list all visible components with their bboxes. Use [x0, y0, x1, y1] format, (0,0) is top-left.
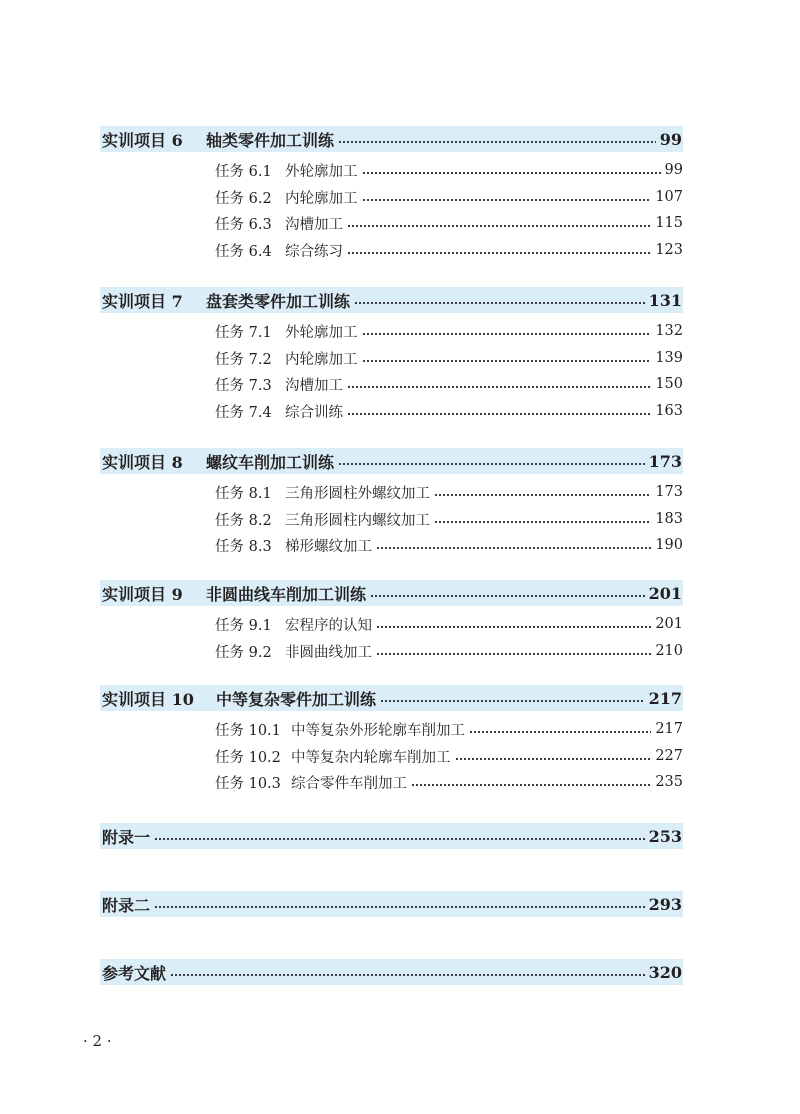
- toc-task-entry-page-number: 150: [655, 376, 683, 392]
- toc-task-entry-title: 外轮廓加工: [285, 163, 358, 180]
- toc-task-entry[interactable]: [215, 718, 683, 740]
- dot-leader: [338, 140, 656, 144]
- dot-leader: [170, 973, 645, 977]
- toc-task-entry-label: 任务 8.3: [215, 538, 272, 555]
- toc-section-entry-title: 轴类零件加工训练: [206, 130, 335, 150]
- toc-section-entry-label: 实训项目 6: [102, 130, 183, 150]
- toc-task-entry-label: 任务 7.2: [215, 351, 272, 368]
- toc-task-entry[interactable]: [215, 534, 683, 556]
- toc-section-entry-title: 非圆曲线车削加工训练: [206, 584, 367, 604]
- dot-leader: [347, 385, 651, 389]
- toc-section-entry-page-number: 320: [648, 962, 682, 982]
- dot-leader: [347, 251, 651, 255]
- dot-leader: [376, 625, 651, 629]
- dot-leader: [455, 757, 652, 761]
- dot-leader: [154, 837, 645, 841]
- toc-task-entry-page-number: 99: [664, 162, 683, 178]
- toc-section-entry-page-number: 293: [648, 894, 682, 914]
- toc-task-entry-label: 任务 10.2: [215, 749, 281, 766]
- toc-task-entry-page-number: 217: [655, 721, 683, 737]
- toc-section-entry-title: 附录一: [102, 827, 151, 847]
- page-number: · 2 ·: [83, 1032, 112, 1050]
- dot-leader: [434, 520, 651, 524]
- toc-section-entry-label: 实训项目 9: [102, 584, 183, 604]
- toc-task-entry-page-number: 163: [655, 403, 683, 419]
- toc-task-entry-title: 梯形螺纹加工: [285, 538, 372, 555]
- toc-task-entry-page-number: 235: [655, 774, 683, 790]
- toc-task-entry-label: 任务 8.2: [215, 512, 272, 529]
- toc-task-entry[interactable]: [215, 239, 683, 261]
- toc-task-entry-title: 综合零件车削加工: [291, 775, 407, 792]
- toc-task-entry-label: 任务 6.3: [215, 216, 272, 233]
- toc-task-entry-title: 综合训练: [285, 404, 343, 421]
- toc-task-entry-title: 中等复杂内轮廓车削加工: [291, 749, 451, 766]
- toc-section-entry-title: 盘套类零件加工训练: [206, 291, 351, 311]
- toc-section-entry-page-number: 173: [648, 451, 682, 471]
- toc-task-entry-title: 沟槽加工: [285, 377, 343, 394]
- toc-section-entry[interactable]: [100, 448, 683, 474]
- dot-leader: [376, 652, 651, 656]
- toc-task-entry-page-number: 190: [655, 537, 683, 553]
- toc-section-entry[interactable]: [100, 685, 683, 711]
- toc-section-entry-title: 参考文献: [102, 963, 167, 983]
- toc-section-entry-page-number: 217: [648, 688, 682, 708]
- toc-task-entry-page-number: 139: [655, 350, 683, 366]
- toc-task-entry-label: 任务 6.1: [215, 163, 272, 180]
- toc-task-entry-page-number: 132: [655, 323, 683, 339]
- dot-leader: [380, 699, 645, 703]
- toc-task-entry[interactable]: [215, 347, 683, 369]
- toc-task-entry-title: 三角形圆柱外螺纹加工: [285, 485, 430, 502]
- toc-task-entry-page-number: 173: [655, 484, 683, 500]
- toc-task-entry-title: 中等复杂外形轮廓车削加工: [291, 722, 465, 739]
- dot-leader: [362, 359, 652, 363]
- toc-section-entry-page-number: 201: [648, 583, 682, 603]
- dot-leader: [347, 224, 651, 228]
- toc-task-entry-label: 任务 7.1: [215, 324, 272, 341]
- toc-section-entry-title: 螺纹车削加工训练: [206, 452, 335, 472]
- dot-leader: [362, 198, 652, 202]
- toc-task-entry-page-number: 107: [655, 189, 683, 205]
- toc-task-entry-label: 任务 7.4: [215, 404, 272, 421]
- toc-task-entry-page-number: 210: [655, 643, 683, 659]
- toc-task-entry-page-number: 227: [655, 748, 683, 764]
- toc-section-entry-title: 中等复杂零件加工训练: [216, 689, 377, 709]
- dot-leader: [469, 730, 651, 734]
- toc-task-entry-page-number: 201: [655, 616, 683, 632]
- dot-leader: [411, 783, 651, 787]
- toc-task-entry[interactable]: [215, 640, 683, 662]
- dot-leader: [434, 493, 651, 497]
- toc-section-entry[interactable]: [100, 823, 683, 849]
- toc-task-entry-title: 三角形圆柱内螺纹加工: [285, 512, 430, 529]
- toc-task-entry[interactable]: [215, 508, 683, 530]
- toc-task-entry-title: 内轮廓加工: [285, 190, 358, 207]
- toc-task-entry-title: 综合练习: [285, 243, 343, 260]
- toc-task-entry-page-number: 115: [655, 215, 683, 231]
- toc-section-entry-page-number: 253: [648, 826, 682, 846]
- toc-section-entry-title: 附录二: [102, 895, 151, 915]
- toc-task-entry[interactable]: [215, 373, 683, 395]
- toc-task-entry-title: 非圆曲线加工: [285, 644, 372, 661]
- toc-section-entry-label: 实训项目 7: [102, 291, 183, 311]
- dot-leader: [338, 462, 645, 466]
- toc-task-entry-label: 任务 8.1: [215, 485, 272, 502]
- toc-task-entry[interactable]: [215, 320, 683, 342]
- toc-task-entry[interactable]: [215, 159, 683, 181]
- toc-task-entry-title: 沟槽加工: [285, 216, 343, 233]
- toc-section-entry[interactable]: [100, 580, 683, 606]
- dot-leader: [370, 594, 645, 598]
- toc-task-entry[interactable]: [215, 481, 683, 503]
- toc-task-entry-label: 任务 7.3: [215, 377, 272, 394]
- toc-section-entry-page-number: 99: [659, 129, 682, 149]
- toc-section-entry-label: 实训项目 10: [102, 689, 194, 709]
- toc-task-entry-page-number: 183: [655, 511, 683, 527]
- toc-section-entry[interactable]: [100, 959, 683, 985]
- toc-section-entry[interactable]: [100, 287, 683, 313]
- toc-task-entry-title: 宏程序的认知: [285, 617, 372, 634]
- toc-task-entry[interactable]: [215, 186, 683, 208]
- toc-task-entry-label: 任务 10.3: [215, 775, 281, 792]
- toc-task-entry-label: 任务 9.2: [215, 644, 272, 661]
- toc-task-entry[interactable]: [215, 613, 683, 635]
- toc-section-entry-label: 实训项目 8: [102, 452, 183, 472]
- toc-task-entry-label: 任务 9.1: [215, 617, 272, 634]
- toc-task-entry[interactable]: [215, 771, 683, 793]
- toc-task-entry-title: 外轮廓加工: [285, 324, 358, 341]
- toc-task-entry-label: 任务 6.2: [215, 190, 272, 207]
- dot-leader: [347, 412, 651, 416]
- toc-section-entry-page-number: 131: [648, 290, 682, 310]
- toc-task-entry-label: 任务 6.4: [215, 243, 272, 260]
- toc-section-entry[interactable]: [100, 126, 683, 152]
- toc-task-entry[interactable]: [215, 400, 683, 422]
- toc-task-entry-page-number: 123: [655, 242, 683, 258]
- dot-leader: [376, 546, 651, 550]
- toc-task-entry-title: 内轮廓加工: [285, 351, 358, 368]
- dot-leader: [362, 332, 652, 336]
- dot-leader: [154, 905, 645, 909]
- toc-section-entry[interactable]: [100, 891, 683, 917]
- toc-task-entry[interactable]: [215, 745, 683, 767]
- toc-task-entry-label: 任务 10.1: [215, 722, 281, 739]
- dot-leader: [354, 301, 645, 305]
- toc-task-entry[interactable]: [215, 212, 683, 234]
- dot-leader: [362, 171, 661, 175]
